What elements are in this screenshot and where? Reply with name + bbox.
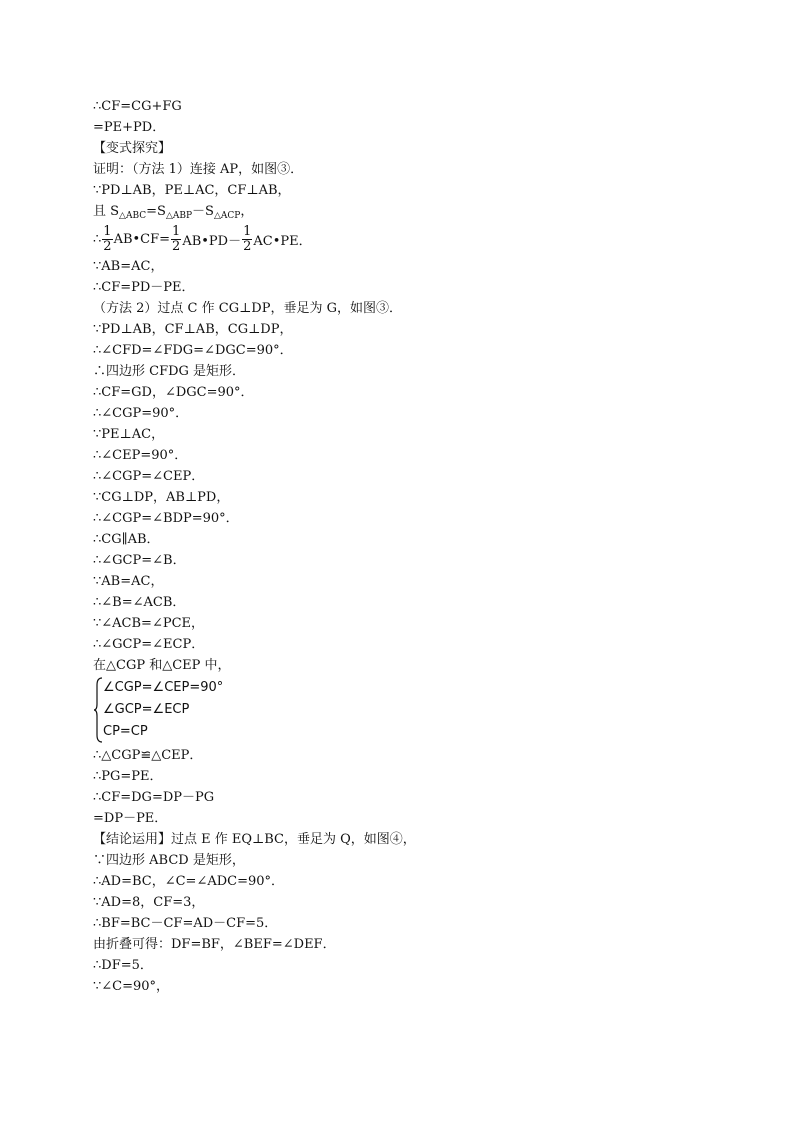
text-line: ∴PG=PE．: [93, 769, 163, 784]
text-line: 在△CGP 和△CEP 中，: [93, 658, 231, 673]
text-line: ∴△CGP≌△CEP．: [93, 748, 203, 763]
fraction-lead: ∴: [93, 231, 102, 247]
text-line: ∴CF=PD－PE．: [93, 280, 195, 295]
text-line: =PE+PD．: [93, 120, 166, 135]
section-heading-variant: 【变式探究】: [93, 141, 172, 156]
system-row: ∠GCP=∠ECP: [103, 702, 190, 717]
fraction-part-3: AC•PE．: [253, 233, 312, 249]
text-line: 由折叠可得：DF=BF，∠BEF=∠DEF．: [93, 937, 336, 952]
system-row: ∠CGP=∠CEP=90°: [103, 680, 224, 695]
text-line: ∵PD⊥AB，CF⊥AB，CG⊥DP，: [93, 322, 293, 337]
area-sub-abp: △ABP: [165, 211, 193, 221]
text-line: ∴四边形 CFDG 是矩形．: [93, 364, 246, 379]
solution-text: [93, 96, 733, 997]
area-equation-line: [93, 201, 733, 222]
equation-system: [93, 677, 733, 743]
fraction-half-3: [242, 225, 252, 254]
text-line: ∵AB=AC，: [93, 259, 164, 274]
text-line: ∴BF=BC－CF=AD－CF=5．: [93, 916, 278, 931]
area-mid2: －S: [192, 204, 214, 219]
fraction-half-1: [102, 225, 112, 254]
fraction-numerator: 1: [243, 223, 252, 239]
fraction-denominator: 2: [243, 238, 252, 254]
area-sub-acp: △ACP: [213, 211, 241, 221]
text-line: ∴CF=GD，∠DGC=90°．: [93, 385, 254, 400]
fraction-numerator: 1: [103, 223, 112, 239]
fraction-equation-line: [93, 222, 733, 256]
text-line: ∴∠B=∠ACB．: [93, 595, 186, 610]
text-line: =DP－PE．: [93, 811, 168, 826]
fraction-half-2: [171, 225, 181, 254]
text-line: ∴∠GCP=∠B．: [93, 553, 186, 568]
text-line: 证明：（方法 1）连接 AP，如图③．: [93, 162, 304, 177]
text-line: ∵∠ACB=∠PCE，: [93, 616, 205, 631]
area-suffix: ，: [240, 204, 254, 219]
text-line: ∴∠CGP=∠BDP=90°．: [93, 511, 239, 526]
text-line: ∴∠CGP=∠CEP．: [93, 469, 205, 484]
text-line: ∵CG⊥DP，AB⊥PD，: [93, 490, 230, 505]
fraction-denominator: 2: [103, 238, 112, 254]
text-line: ∵∠C=90°，: [93, 979, 170, 994]
area-mid1: =S: [146, 204, 166, 219]
left-brace-icon: [93, 677, 103, 743]
fraction-part-2: AB•PD－: [182, 233, 242, 249]
section-heading-application: 【结论运用】过点 E 作 EQ⊥BC，垂足为 Q，如图④，: [93, 832, 416, 847]
text-line: ∴AD=BC，∠C=∠ADC=90°．: [93, 874, 285, 889]
text-line: ∵PD⊥AB，PE⊥AC，CF⊥AB，: [93, 183, 291, 198]
area-prefix: 且 S: [93, 204, 120, 219]
text-line: ∴∠CGP=90°．: [93, 406, 189, 421]
text-line: （方法 2）过点 C 作 CG⊥DP，垂足为 G，如图③．: [93, 301, 402, 316]
text-line: ∴CG∥AB．: [93, 532, 160, 547]
system-rows: [103, 677, 223, 743]
text-line: ∵AB=AC，: [93, 574, 164, 589]
area-sub-abc: △ABC: [119, 211, 147, 221]
text-line: ∴DF=5．: [93, 958, 153, 973]
text-line: ∴∠CEP=90°．: [93, 448, 188, 463]
text-line: ∵PE⊥AC，: [93, 427, 165, 442]
text-line: ∴CF=DG=DP－PG: [93, 790, 215, 805]
text-line: ∴∠CFD=∠FDG=∠DGC=90°．: [93, 343, 293, 358]
text-line: ∴∠GCP=∠ECP．: [93, 637, 205, 652]
fraction-denominator: 2: [172, 238, 181, 254]
text-line: ∵四边形 ABCD 是矩形，: [93, 853, 245, 868]
text-line: ∴CF=CG+FG: [93, 99, 182, 114]
text-line: ∵AD=8，CF=3，: [93, 895, 205, 910]
fraction-part-1: AB•CF=: [113, 231, 171, 247]
system-row: CP=CP: [103, 724, 148, 739]
fraction-numerator: 1: [172, 223, 181, 239]
